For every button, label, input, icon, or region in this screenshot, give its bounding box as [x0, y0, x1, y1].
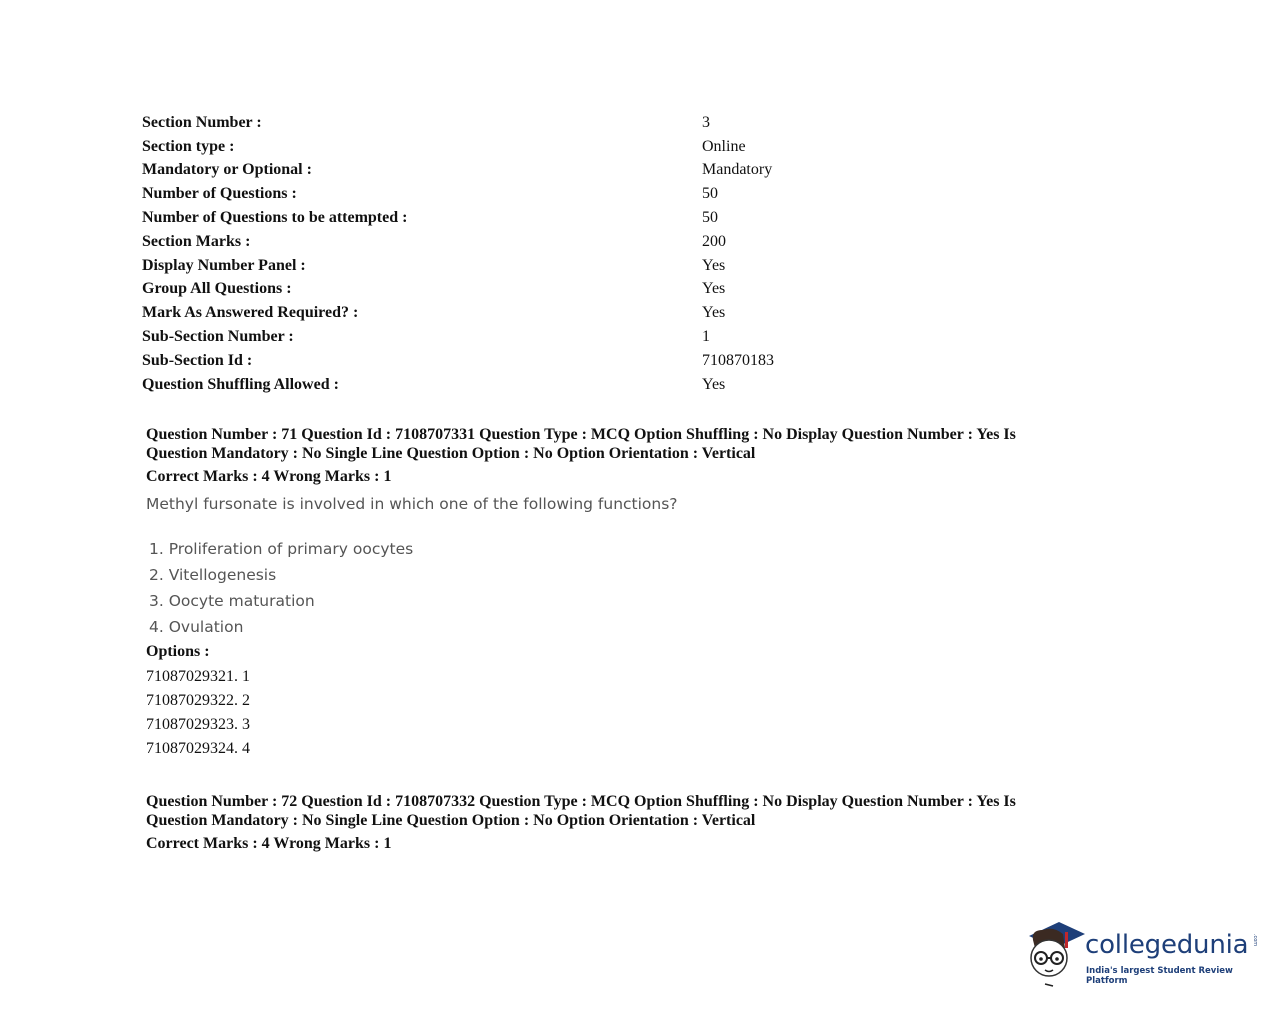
section-row-value: Yes — [702, 375, 726, 393]
section-row — [142, 301, 902, 325]
section-row-label: Display Number Panel : — [142, 256, 306, 274]
section-row — [142, 182, 902, 206]
question-71-options — [146, 666, 250, 762]
section-row-label: Section Marks : — [142, 232, 251, 250]
section-row — [142, 278, 902, 302]
section-row-label: Mark As Answered Required? : — [142, 304, 359, 322]
section-row — [142, 349, 902, 373]
section-row-value: Yes — [702, 280, 726, 298]
section-row-label: Question Shuffling Allowed : — [142, 375, 339, 393]
question-71-choices — [149, 538, 413, 642]
option-id: 71087029322. 2 — [146, 692, 250, 709]
question-71-meta — [146, 425, 1106, 463]
question-meta-line: Question Number : 72 Question Id : 7108707332 Question Type : MCQ Option Shuffling : No Display Question Number : Yes Is — [146, 793, 1016, 810]
brand-name: collegedunia — [1085, 930, 1249, 960]
section-row-label: Number of Questions to be attempted : — [142, 209, 408, 227]
section-row — [142, 206, 902, 230]
section-row — [142, 373, 902, 397]
brand-suffix: .com — [1252, 933, 1259, 947]
question-71-marks: Correct Marks : 4 Wrong Marks : 1 — [146, 468, 392, 485]
section-row-value: 710870183 — [702, 351, 774, 369]
section-row-label: Section Number : — [142, 113, 262, 131]
section-row — [142, 135, 902, 159]
section-row-value: 200 — [702, 232, 726, 250]
section-row-label: Section type : — [142, 137, 235, 155]
section-row-label: Group All Questions : — [142, 280, 292, 298]
section-row-value: 3 — [702, 113, 710, 131]
section-row — [142, 325, 902, 349]
brand-tagline: India's largest Student Review Platform — [1086, 966, 1233, 986]
section-row — [142, 230, 902, 254]
question-meta-line: Question Mandatory : No Single Line Question Option : No Option Orientation : Vertical — [146, 812, 756, 829]
section-row-label: Number of Questions : — [142, 185, 297, 203]
section-row — [142, 254, 902, 278]
mascot-logo-icon — [1025, 918, 1087, 988]
choice-item: 2. Vitellogenesis — [149, 566, 277, 584]
option-id: 71087029324. 4 — [146, 740, 250, 757]
choice-item: 4. Ovulation — [149, 618, 244, 636]
question-72-marks: Correct Marks : 4 Wrong Marks : 1 — [146, 835, 392, 852]
section-row-label: Mandatory or Optional : — [142, 161, 312, 179]
section-row-value: 50 — [702, 185, 718, 203]
question-meta-line: Question Mandatory : No Single Line Question Option : No Option Orientation : Vertical — [146, 445, 756, 462]
question-71-text: Methyl fursonate is involved in which one of the following functions? — [146, 495, 678, 513]
section-row-label: Sub-Section Number : — [142, 328, 294, 346]
option-id: 71087029323. 3 — [146, 716, 250, 733]
options-heading: Options : — [146, 643, 210, 660]
section-row-value: Yes — [702, 256, 726, 274]
section-row-value: 50 — [702, 209, 718, 227]
question-meta-line: Question Number : 71 Question Id : 7108707331 Question Type : MCQ Option Shuffling : No Display Question Number : Yes Is — [146, 426, 1016, 443]
section-row — [142, 159, 902, 183]
collegedunia-logo — [1025, 918, 1265, 988]
section-row-value: 1 — [702, 328, 710, 346]
section-row — [142, 111, 902, 135]
question-72-meta — [146, 792, 1106, 830]
choice-item: 1. Proliferation of primary oocytes — [149, 540, 414, 558]
section-details — [142, 111, 902, 397]
option-id: 71087029321. 1 — [146, 668, 250, 685]
section-row-value: Mandatory — [702, 161, 773, 179]
section-row-value: Online — [702, 137, 746, 155]
choice-item: 3. Oocyte maturation — [149, 592, 315, 610]
section-row-value: Yes — [702, 304, 726, 322]
section-row-label: Sub-Section Id : — [142, 351, 253, 369]
